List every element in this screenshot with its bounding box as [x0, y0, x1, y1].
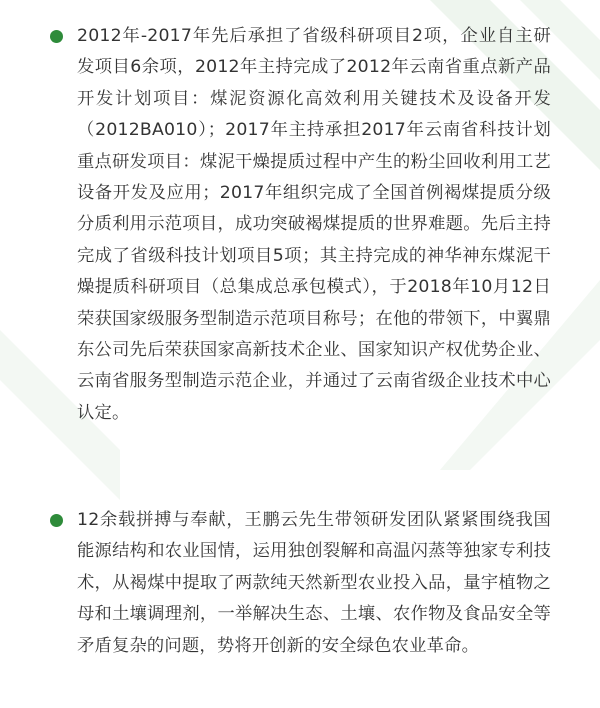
bullet-dot — [50, 514, 63, 527]
bullet-dot — [50, 30, 63, 43]
paragraph-research-projects: 2012年-2017年先后承担了省级科研项目2项，企业自主研发项目6余项，2012年主持完成了2012年云南省重点新产品开发计划项目：煤泥资源化高效利用关键技术及设备开发（2012BA010）；2017年主持承担2017年云南省科技计划重点研发项目：煤泥干燥提质过程中产生的粉尘回收利用工艺设备开发及应用；2017年组织完成了全国首例褐煤提质分级分质利用示范项目，成功突破褐煤提质的世界难题。先后主持完成了省级科技计划项目5项；其主持完成的神华神东煤泥干燥提质科研项目（总集成总承包模式），于2018年10月12日荣获国家级服务型制造示范项目称号；在他的带领下，中翼鼎东公司先后荣获国家高新技术企业、国家知识产权优势企业、云南省服务型制造示范企业，并通过了云南省级企业技术中心认定。 — [77, 26, 551, 423]
paragraph-agriculture-innovation: 12余载拼搏与奉献，王鹏云先生带领研发团队紧紧围绕我国能源结构和农业国情，运用独创裂解和高温闪蒸等独家专利技术，从褐煤中提取了两款纯天然新型农业投入品，量宇植物之母和土壤调理剂，一举解决生态、土壤、农作物及食品安全等矛盾复杂的问题，势将开创新的安全绿色农业革命。 — [77, 510, 551, 656]
